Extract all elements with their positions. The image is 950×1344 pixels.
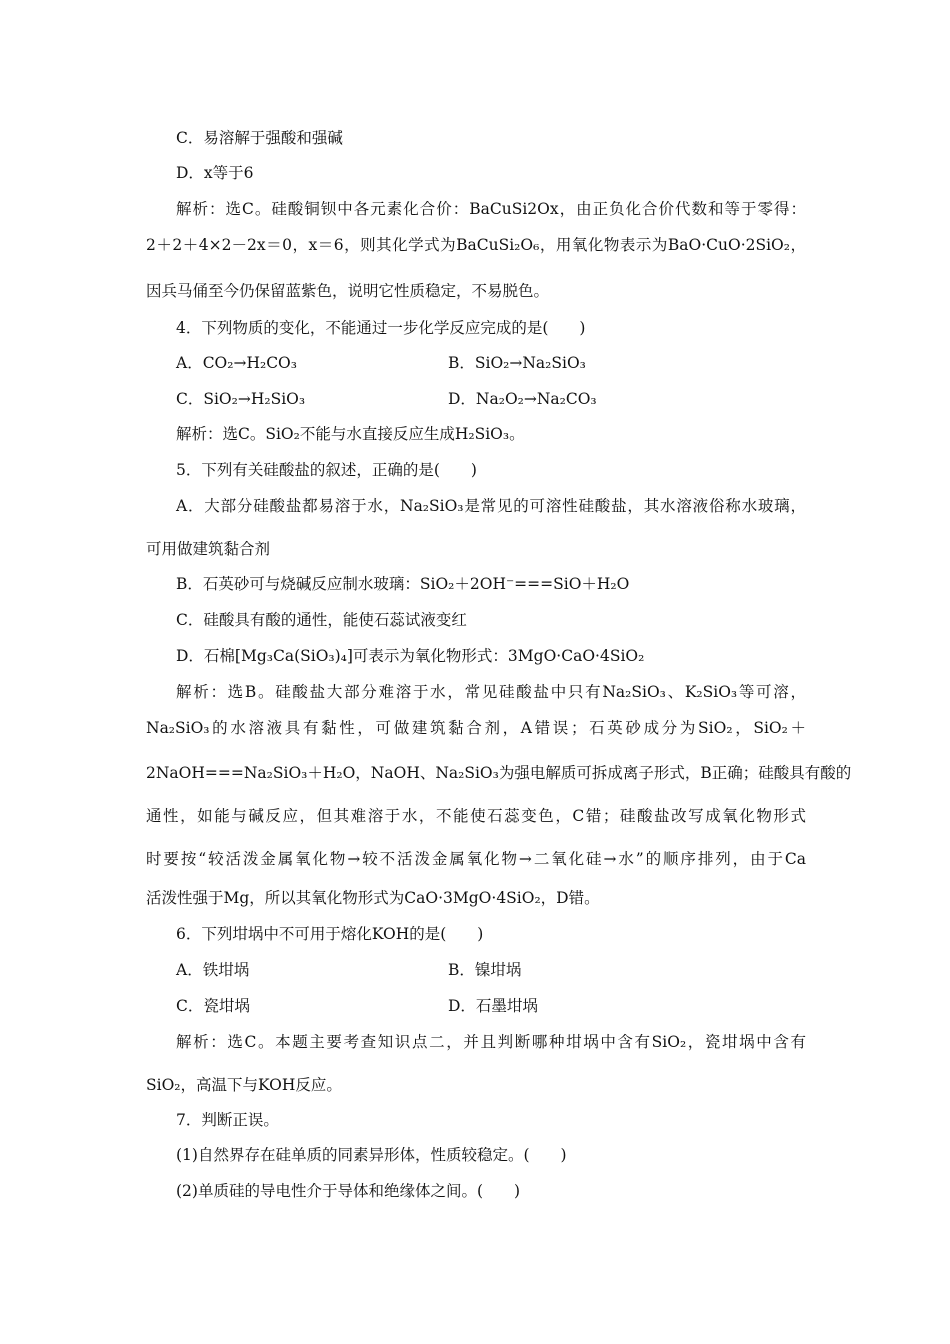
- option-a: A．铁坩埚: [176, 961, 250, 979]
- question-4: 4．下列物质的变化，不能通过一步化学反应完成的是( ): [176, 319, 586, 337]
- option-d: D．石棉[Mg₃Ca(SiO₃)₄]可表示为氧化物形式：3MgO·CaO·4SiO₂: [176, 647, 645, 665]
- analysis-line: 因兵马俑至今仍保留蓝紫色，说明它性质稳定，不易脱色。: [146, 282, 550, 300]
- option-d: D．石墨坩埚: [448, 997, 538, 1015]
- statement-2: (2)单质硅的导电性介于导体和绝缘体之间。( ): [176, 1182, 521, 1200]
- analysis-line: 解析：选B。硅酸盐大部分难溶于水，常见硅酸盐中只有Na₂SiO₃、K₂SiO₃等可溶，: [176, 683, 806, 701]
- option-c: C．硅酸具有酸的通性，能使石蕊试液变红: [176, 611, 467, 629]
- analysis-line: Na₂SiO₃的水溶液具有黏性，可做建筑黏合剂，A错误；石英砂成分为SiO₂，SiO₂＋: [146, 719, 806, 737]
- option-d: D．Na₂O₂→Na₂CO₃: [448, 390, 597, 408]
- option-a: A．大部分硅酸盐都易溶于水，Na₂SiO₃是常见的可溶性硅酸盐，其水溶液俗称水玻璃，: [176, 497, 806, 515]
- analysis-line: 时要按“较活泼金属氧化物→较不活泼金属氧化物→二氧化硅→水”的顺序排列，由于Ca: [146, 850, 806, 868]
- option-a: A．CO₂→H₂CO₃: [176, 354, 297, 372]
- option-c: C．瓷坩埚: [176, 997, 250, 1015]
- analysis-line: 2＋2＋4×2－2x＝0，x＝6，则其化学式为BaCuSi₂O₆，用氧化物表示为BaO·CuO·2SiO₂，: [146, 236, 806, 254]
- option-b: B．SiO₂→Na₂SiO₃: [448, 354, 586, 372]
- analysis-line: 通性，如能与碱反应，但其难溶于水，不能使石蕊变色，C错；硅酸盐改写成氧化物形式: [146, 807, 806, 825]
- analysis-line: SiO₂，高温下与KOH反应。: [146, 1076, 342, 1094]
- option-b: B．镍坩埚: [448, 961, 522, 979]
- analysis-line: 活泼性强于Mg，所以其氧化物形式为CaO·3MgO·4SiO₂，D错。: [146, 889, 600, 907]
- analysis-line: 解析：选C。本题主要考查知识点二，并且判断哪种坩埚中含有SiO₂，瓷坩埚中含有: [176, 1033, 806, 1051]
- option-d: D．x等于6: [176, 164, 254, 182]
- question-6: 6．下列坩埚中不可用于熔化KOH的是( ): [176, 925, 484, 943]
- option-b: B．石英砂可与烧碱反应制水玻璃：SiO₂＋2OH⁻===SiO＋H₂O: [176, 575, 630, 593]
- option-c: C．SiO₂→H₂SiO₃: [176, 390, 306, 408]
- analysis-line: 2NaOH===Na₂SiO₃＋H₂O，NaOH、Na₂SiO₃为强电解质可拆成离子形式，B正确；硅酸具有酸的: [146, 764, 852, 782]
- analysis-line: 解析：选C。硅酸铜钡中各元素化合价：BaCuSi2Ox，由正负化合价代数和等于零得：: [176, 200, 806, 218]
- option-a-cont: 可用做建筑黏合剂: [146, 540, 271, 558]
- option-c: C．易溶解于强酸和强碱: [176, 129, 343, 147]
- statement-1: (1)自然界存在硅单质的同素异形体，性质较稳定。( ): [176, 1146, 567, 1164]
- question-5: 5．下列有关硅酸盐的叙述，正确的是( ): [176, 461, 477, 479]
- question-7: 7．判断正误。: [176, 1111, 279, 1129]
- analysis-line: 解析：选C。SiO₂不能与水直接反应生成H₂SiO₃。: [176, 425, 525, 443]
